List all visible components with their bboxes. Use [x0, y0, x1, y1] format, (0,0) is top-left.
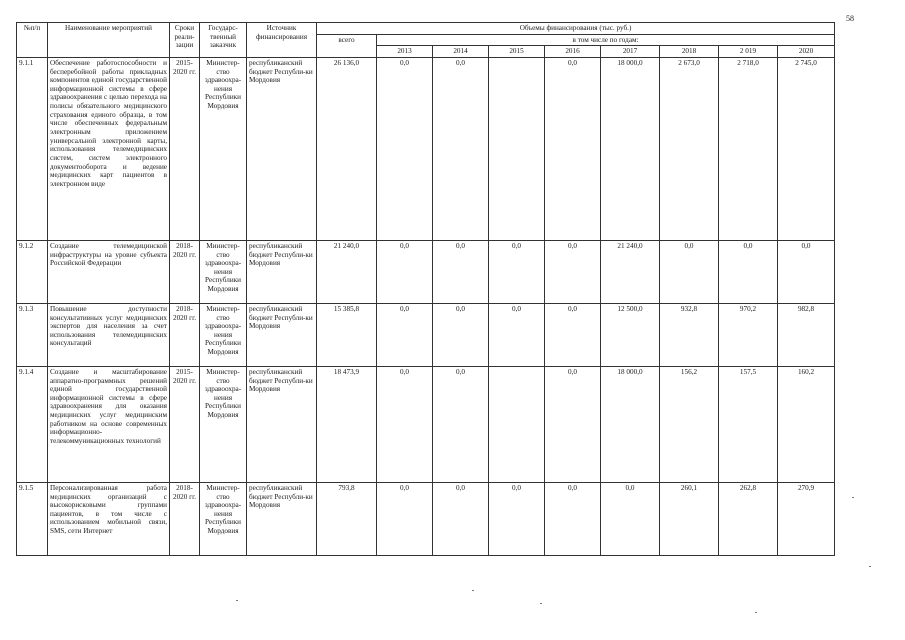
header-year: 2020	[778, 46, 835, 58]
row-y2019: 970,2	[719, 303, 778, 366]
row-y2019: 0,0	[719, 240, 778, 303]
row-term: 2018-2020 гг.	[170, 482, 200, 555]
row-y2018: 0,0	[660, 240, 719, 303]
row-y2014: 0,0	[433, 366, 489, 482]
scan-speck	[236, 600, 238, 601]
row-y2013: 0,0	[377, 57, 433, 240]
row-y2019: 262,8	[719, 482, 778, 555]
row-term: 2018-2020 гг.	[170, 240, 200, 303]
row-y2019: 157,5	[719, 366, 778, 482]
header-customer: Государс-твенный заказчик	[200, 23, 247, 58]
row-y2019: 2 718,0	[719, 57, 778, 240]
row-name: Персонализированная работа медицинских организаций с высокорисковыми группами пациентов, в том числе с использованием мобильной связи, SMS, сети Интернет	[48, 482, 170, 555]
header-row	[17, 23, 835, 35]
row-source: республиканский бюджет Республи-ки Мордовия	[247, 240, 317, 303]
header-name: Наименование мероприятий	[48, 23, 170, 58]
header-year: 2 019	[719, 46, 778, 58]
page-number: 58	[846, 14, 854, 23]
row-y2017: 18 000,0	[601, 57, 660, 240]
row-y2017: 12 500,0	[601, 303, 660, 366]
row-term: 2015-2020 гг.	[170, 57, 200, 240]
row-y2015	[489, 57, 545, 240]
row-y2020: 160,2	[778, 366, 835, 482]
row-y2014: 0,0	[433, 482, 489, 555]
header-year: 2015	[489, 46, 545, 58]
row-y2016: 0,0	[545, 482, 601, 555]
header-total: всего	[317, 34, 377, 57]
row-y2016: 0,0	[545, 240, 601, 303]
row-num: 9.1.3	[17, 303, 48, 366]
row-term: 2018-2020 гг.	[170, 303, 200, 366]
row-num: 9.1.4	[17, 366, 48, 482]
row-y2015	[489, 366, 545, 482]
row-y2018: 260,1	[660, 482, 719, 555]
row-source: республиканский бюджет Республи-ки Мордовия	[247, 366, 317, 482]
row-customer: Министер-ство здравоохра-нения Республики Мордовия	[200, 240, 247, 303]
row-y2018: 932,8	[660, 303, 719, 366]
header-year: 2017	[601, 46, 660, 58]
table-row	[17, 482, 835, 555]
row-source: республиканский бюджет Республи-ки Мордовия	[247, 57, 317, 240]
row-y2016: 0,0	[545, 366, 601, 482]
row-y2015: 0,0	[489, 240, 545, 303]
scan-speck	[472, 590, 474, 591]
row-y2014: 0,0	[433, 240, 489, 303]
row-name: Создание телемедицинской инфраструктуры на уровне субъекта Российской Федерации	[48, 240, 170, 303]
row-y2018: 156,2	[660, 366, 719, 482]
row-name: Обеспечение работоспособности и бесперебойной работы прикладных компонентов единой государственной информационной системы в сфере здравоохранения с целью перехода на полисы обязательного медицинского страхования единого образца, в том числе обеспеченных федеральным электронным приложением универсальной электронной карты, использования телемедицинских систем, систем электронного документооборота и ведение медицинских карт пациентов в электронном виде	[48, 57, 170, 240]
header-year: 2018	[660, 46, 719, 58]
row-y2013: 0,0	[377, 482, 433, 555]
row-y2017: 21 240,0	[601, 240, 660, 303]
row-total: 21 240,0	[317, 240, 377, 303]
row-source: республиканский бюджет Республи-ки Мордовия	[247, 482, 317, 555]
row-y2015: 0,0	[489, 482, 545, 555]
row-y2014: 0,0	[433, 303, 489, 366]
header-year: 2014	[433, 46, 489, 58]
row-term: 2015-2020 гг.	[170, 366, 200, 482]
row-y2016: 0,0	[545, 57, 601, 240]
row-y2017: 18 000,0	[601, 366, 660, 482]
row-customer: Министер-ство здравоохра-нения Республики Мордовия	[200, 366, 247, 482]
row-total: 26 136,0	[317, 57, 377, 240]
scan-speck	[852, 497, 854, 498]
header-finance: Объемы финансирования (тыс. руб.)	[317, 23, 835, 35]
row-y2014: 0,0	[433, 57, 489, 240]
header-year: 2016	[545, 46, 601, 58]
row-y2020: 2 745,0	[778, 57, 835, 240]
scan-speck	[755, 612, 757, 613]
row-total: 793,8	[317, 482, 377, 555]
row-name: Повышение доступности консультативных услуг медицинских экспертов для населения за счет использования телемедицинских консультаций	[48, 303, 170, 366]
row-total: 15 385,8	[317, 303, 377, 366]
row-y2015: 0,0	[489, 303, 545, 366]
scan-speck	[540, 603, 542, 604]
row-y2013: 0,0	[377, 366, 433, 482]
row-name: Создание и масштабирование аппаратно-программных решений единой государственной информационной системы в сфере здравоохранения для оказания медицинских услуг медицинским работником на основе современных информационно-телекоммуникационных технологий	[48, 366, 170, 482]
row-customer: Министер-ство здравоохра-нения Республики Мордовия	[200, 57, 247, 240]
table-row	[17, 303, 835, 366]
row-total: 18 473,9	[317, 366, 377, 482]
financing-table	[16, 22, 835, 556]
row-customer: Министер-ство здравоохра-нения Республики Мордовия	[200, 303, 247, 366]
row-num: 9.1.5	[17, 482, 48, 555]
header-year: 2013	[377, 46, 433, 58]
header-term: Сроки реали-зации	[170, 23, 200, 58]
table-row	[17, 240, 835, 303]
row-y2020: 270,9	[778, 482, 835, 555]
row-y2013: 0,0	[377, 240, 433, 303]
header-source: Источник финансирования	[247, 23, 317, 58]
scan-speck	[869, 566, 871, 567]
table-row	[17, 366, 835, 482]
row-y2013: 0,0	[377, 303, 433, 366]
row-y2020: 0,0	[778, 240, 835, 303]
header-by-years: в том числе по годам:	[377, 34, 835, 46]
row-y2018: 2 673,0	[660, 57, 719, 240]
row-y2017: 0,0	[601, 482, 660, 555]
row-y2020: 982,8	[778, 303, 835, 366]
row-customer: Министер-ство здравоохра-нения Республики Мордовия	[200, 482, 247, 555]
row-y2016: 0,0	[545, 303, 601, 366]
row-num: 9.1.1	[17, 57, 48, 240]
row-num: 9.1.2	[17, 240, 48, 303]
header-num: №п/п	[17, 23, 48, 58]
row-source: республиканский бюджет Республи-ки Мордовия	[247, 303, 317, 366]
table-row	[17, 57, 835, 240]
